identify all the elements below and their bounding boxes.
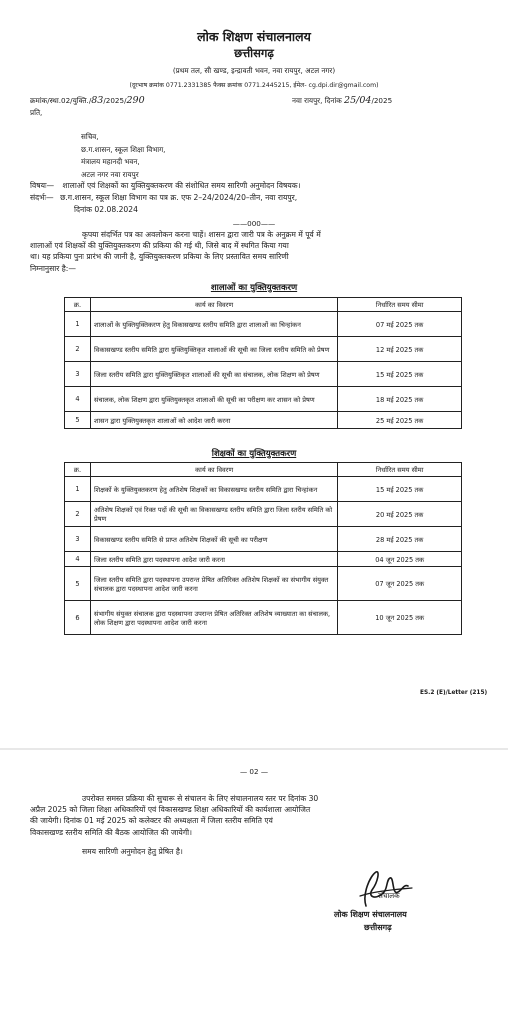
subject-text: शालाओं एवं शिक्षकों का युक्तियुक्तकरण की संशोधित समय सारिणी अनुमोदन विषयक। — [62, 181, 301, 190]
subject — [30, 180, 300, 191]
cell-no: 4 — [65, 387, 91, 412]
cell-desc: जिला स्तरीय समिति द्वारा पदस्थापना उपरान्त प्रेषित अतिरिक्त अतिशेष शिक्षकों का संभागीय संयुक्त संचालक द्वारा पदस्थापना आदेश जारी करना — [90, 567, 337, 601]
recipient-line: सचिव, — [81, 132, 99, 141]
recipient-block — [81, 131, 165, 181]
cell-desc: अतिशेष शिक्षकों एवं रिक्त पदों की सूची का विकासखण्ड स्तरीय समिति द्वारा जिला स्तरीय समिति को प्रेषण — [90, 502, 337, 527]
handwritten-number: 83 — [91, 95, 104, 106]
cell-no: 5 — [65, 567, 91, 601]
table-row — [65, 567, 462, 601]
table-row — [65, 527, 462, 552]
cell-no: 3 — [65, 527, 91, 552]
para-line: कृपया संदर्भित पत्र का अवलोकन करना चाहें। शासन द्वारा जारी पत्र के अनुक्रम में पूर्व में — [82, 230, 321, 239]
table-row — [65, 552, 462, 567]
cell-date: 04 जून 2025 तक — [338, 552, 462, 567]
cell-date: 15 मई 2025 तक — [338, 477, 462, 502]
contact-line: (दूरभाष क्रमांक 0771.2331385 फैक्स क्रमांक 0771.2445215, ईमेल- cg.dpi.dir@gmail.com) — [129, 82, 379, 89]
table1-title: शालाओं का युक्तियुक्तकरण — [210, 283, 298, 293]
table-header-row — [65, 463, 462, 477]
schools-table — [64, 297, 462, 429]
col-header-no: क्र. — [65, 463, 91, 477]
signatory-title: संचालक — [378, 891, 400, 900]
recipient-line: छ.ग.शासन, स्कूल शिक्षा विभाग, — [81, 144, 166, 154]
recipient-line: अटल नगर नवा रायपुर — [81, 169, 139, 179]
reference-label: संदर्भः— — [30, 193, 54, 202]
cell-desc: शालाओं के युक्तियुक्तिकरण हेतु विकासखण्ड स्तरीय समिति द्वारा शालाओं का चिन्हांकन — [90, 312, 337, 337]
col-header-date: निर्धारित समय सीमा — [338, 298, 462, 312]
signature-scribble — [352, 866, 422, 912]
cell-date: 07 मई 2025 तक — [338, 312, 462, 337]
handwritten-number-2: 290 — [126, 95, 145, 106]
cell-desc: विकासखण्ड स्तरीय समिति द्वारा युक्तियुक्तिकृत शालाओं की सूची का जिला स्तरीय समिति को प्रेषण — [90, 337, 337, 362]
para-line: अप्रैल 2025 को जिला शिक्षा अधिकारियों एवं विकासखण्ड शिक्षा अधिकारियों की कार्यशाला आयोजित — [30, 805, 311, 815]
cell-desc: जिला स्तरीय समिति द्वारा युक्तियुक्तिकृत शालाओं की सूची का संचालक, लोक शिक्षण को प्रेषण — [90, 362, 337, 387]
paragraph-1 — [30, 229, 480, 274]
cell-date: 20 मई 2025 तक — [338, 502, 462, 527]
table-header-row — [65, 298, 462, 312]
form-code: ES.2 (E)/Letter (215) — [420, 690, 488, 696]
col-header-desc: कार्य का विवरण — [90, 298, 337, 312]
recipient-line: मंत्रालय महानदी भवन, — [81, 157, 140, 166]
cell-desc: संभागीय संयुक्त संचालक द्वारा पदस्थापना उपरान्त प्रेषित अतिरिक्त अतिशेष व्याख्याता का संचालक, लोक शिक्षण द्वारा पदस्थापना आदेश जारी करना — [90, 601, 337, 635]
cell-desc: जिला स्तरीय समिति द्वारा पदस्थापना आदेश जारी करना — [90, 552, 337, 567]
para-line: की जायेगी। दिनांक 01 मई 2025 को कलेक्टर की अध्यक्षता में जिला स्तरीय समिति एवं — [30, 816, 273, 826]
cell-date: 18 मई 2025 तक — [338, 387, 462, 412]
page-number: — 02 — — [239, 767, 269, 776]
cell-date: 12 मई 2025 तक — [338, 337, 462, 362]
table-row — [65, 362, 462, 387]
cell-no: 3 — [65, 362, 91, 387]
separator: ——000—— — [232, 219, 276, 228]
signatory-state: छत्तीसगढ़ — [364, 923, 392, 932]
para-line: निम्नानुसार है:— — [30, 263, 76, 273]
para-line: शालाओं एवं शिक्षकों की युक्तियुक्तकरण की प्रकिया की गई थी, जिसे बाद में स्थगित किया गया — [30, 241, 289, 251]
cell-no: 1 — [65, 477, 91, 502]
cell-no: 2 — [65, 337, 91, 362]
cell-date: 15 मई 2025 तक — [338, 362, 462, 387]
para-line: विकासखण्ड स्तरीय समिति की बैठक आयोजित की जायेगी। — [30, 827, 192, 837]
cell-desc: शिक्षकों के युक्तियुक्तकरण हेतु अतिशेष शिक्षकों का विकासखण्ड स्तरीय समिति द्वारा चिन्हांकन — [90, 477, 337, 502]
org-title: लोक शिक्षण संचालनालय — [197, 29, 311, 44]
col-header-desc: कार्य का विवरण — [90, 463, 337, 477]
table-row — [65, 412, 462, 429]
para-line: उपरोक्त समस्त प्रक्रिया की सुचारू से संचालन के लिए संचालनालय स्तर पर दिनांक 30 — [82, 794, 319, 803]
para-line: था। यह प्रकिया पुनः प्रारंभ की जानी है, युक्तियुक्तकरण प्रकिया के लिए प्रस्तावित समय सारिणी — [30, 252, 289, 262]
page-divider — [0, 748, 508, 750]
paragraph-2 — [30, 793, 485, 838]
reference-line1: छ.ग.शासन, स्कूल शिक्षा विभाग का पत्र क्र. एफ 2–24/2024/20–तीन, नवा रायपुर, — [60, 193, 298, 202]
place-date: नवा रायपुर, दिनांक 25/04/2025 — [292, 95, 393, 106]
cell-desc: संचालक, लोक शिक्षण द्वारा युक्तियुक्तकृत शालाओं की सूची का परीक्षण कर शासन को प्रेषण — [90, 387, 337, 412]
table-row — [65, 337, 462, 362]
cell-date: 07 जून 2025 तक — [338, 567, 462, 601]
table-row — [65, 477, 462, 502]
cell-desc: विकासखण्ड स्तरीय समिति से प्राप्त अतिशेष शिक्षकों की सूची का परीक्षण — [90, 527, 337, 552]
handwritten-date: 25/04 — [344, 95, 372, 106]
signatory-org: लोक शिक्षण संचालनालय — [334, 910, 407, 919]
cell-date: 28 मई 2025 तक — [338, 527, 462, 552]
cell-no: 2 — [65, 502, 91, 527]
col-header-no: क्र. — [65, 298, 91, 312]
cell-date: 25 मई 2025 तक — [338, 412, 462, 429]
prati: प्रति, — [30, 108, 43, 117]
table2-title: शिक्षकों का युक्तियुक्तकरण — [211, 449, 297, 459]
cell-no: 5 — [65, 412, 91, 429]
teachers-table — [64, 462, 462, 635]
state-title: छत्तीसगढ़ — [234, 46, 274, 60]
col-header-date: निर्धारित समय सीमा — [338, 463, 462, 477]
cell-desc: शासन द्वारा युक्तियुक्तकृत शालाओं को आदेश जारी करना — [90, 412, 337, 429]
reference-line2: दिनांक 02.08.2024 — [74, 205, 138, 214]
cell-date: 10 जून 2025 तक — [338, 601, 462, 635]
reference-number: क्रमांक/स्था.02/युक्ति./83/2025/290 — [30, 95, 145, 106]
table-row — [65, 387, 462, 412]
cell-no: 1 — [65, 312, 91, 337]
address-line: (प्रथम तल, सी खण्ड, इन्द्रावती भवन, नवा रायपुर, अटल नगर) — [172, 66, 336, 75]
table-row — [65, 502, 462, 527]
cell-no: 4 — [65, 552, 91, 567]
cell-no: 6 — [65, 601, 91, 635]
paragraph-3: समय सारिणी अनुमोदन हेतु प्रेषित है। — [82, 847, 183, 856]
table-row — [65, 312, 462, 337]
reference — [30, 192, 297, 203]
subject-label: विषयः— — [30, 181, 55, 190]
table-row — [65, 601, 462, 635]
